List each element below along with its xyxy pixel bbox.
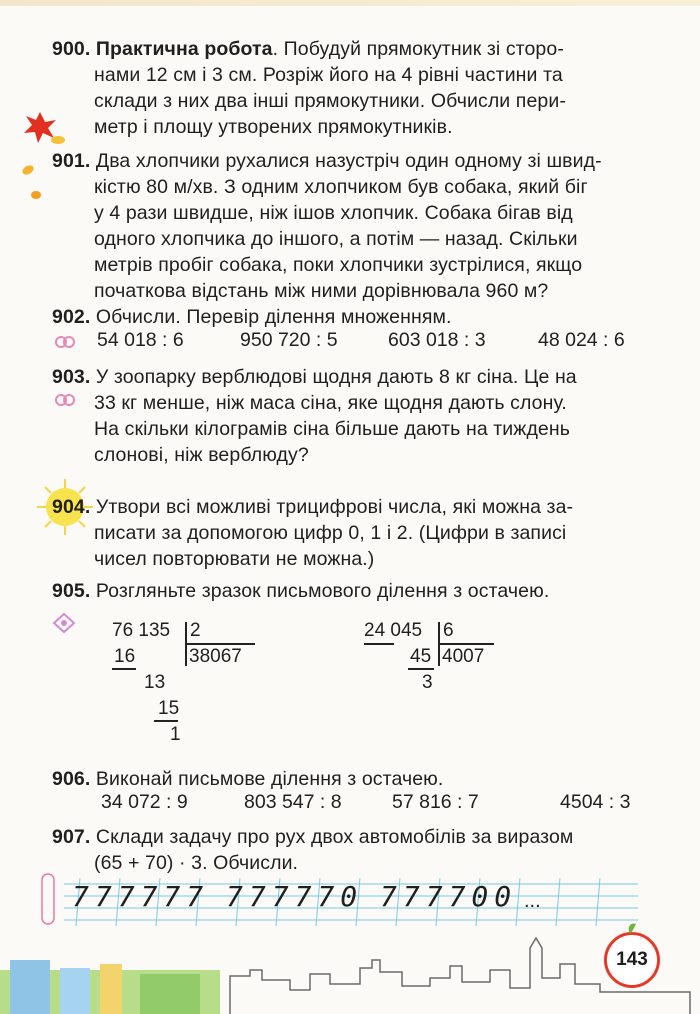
- divisor: 6: [443, 620, 454, 641]
- expression-item: 48 024 : 6: [538, 329, 625, 351]
- long-division-sample-1: [112, 620, 272, 750]
- division-step: 1: [170, 724, 181, 745]
- division-underline: [187, 643, 255, 645]
- expression-item: 4504 : 3: [560, 791, 631, 813]
- long-division-sample-2: [364, 620, 504, 700]
- division-step: 15: [158, 698, 180, 719]
- group-work-icon: [52, 612, 76, 634]
- exercise-number: 900.: [52, 38, 91, 60]
- quotient: 38067: [189, 646, 242, 667]
- handwriting-sample: 777770: [226, 880, 364, 913]
- exercise-901: [52, 148, 670, 304]
- exercise-number: 901.: [52, 150, 91, 172]
- exercise-text-line: склади з них два інші прямокутники. Обчисли пери-: [94, 90, 566, 112]
- exercise-text-line: початкова відстань між ними дорівнювала 960 м?: [94, 280, 549, 302]
- page-number: 143: [604, 932, 660, 988]
- exercise-number: 904.: [52, 496, 91, 518]
- exercise-number: 906.: [52, 768, 91, 790]
- division-step: 45: [410, 646, 432, 667]
- exercise-text-line: Два хлопчики рухалися назустріч один одному зі швид-: [95, 150, 602, 172]
- exercise-text-line: На скільки кілограмів сіна більше дають на тиждень: [94, 418, 570, 440]
- handwriting-sample: 777777: [72, 880, 210, 913]
- exercise-text-line: Склади задачу про рух двох автомобілів за виразом: [95, 826, 574, 848]
- handwriting-ellipsis: ...: [524, 890, 541, 912]
- exercise-title: Практична робота: [95, 38, 273, 60]
- division-step: 13: [144, 672, 166, 693]
- exercise-text-line: метр і площу утворених прямокутників.: [94, 116, 453, 138]
- exercise-text-line: одного хлопчика до іншого, а потім — назад. Скільки: [94, 228, 578, 250]
- quotient: 4007: [442, 646, 485, 667]
- exercise-number: 905.: [52, 580, 91, 602]
- pair-work-icon: [54, 335, 76, 349]
- expression-item: 54 018 : 6: [97, 329, 184, 351]
- division-step: 3: [422, 672, 433, 693]
- exercise-text-line: У зоопарку верблюдові щодня дають 8 кг сіна. Це на: [95, 366, 577, 388]
- expression-item: 34 072 : 9: [101, 791, 188, 813]
- exercise-text-line: кістю 80 м/хв. З одним хлопчиком був собака, який біг: [94, 176, 588, 198]
- exercise-902: [52, 304, 670, 330]
- exercise-900: [52, 36, 670, 140]
- dividend: 24 045: [364, 620, 423, 641]
- exercise-text-line: у 4 рази швидше, ніж ішов хлопчик. Собака бігав від: [94, 202, 573, 224]
- expression-item: 950 720 : 5: [240, 329, 338, 351]
- division-underline: [408, 668, 434, 670]
- exercise-text: Виконай письмове ділення з остачею.: [95, 768, 444, 790]
- division-step: 16: [114, 646, 136, 667]
- apple-leaf-icon: [620, 920, 640, 936]
- exercise-text-line: (65 + 70) · 3. Обчисли.: [94, 852, 299, 874]
- dividend: 76 135: [112, 620, 171, 641]
- exercise-number: 902.: [52, 306, 91, 328]
- division-underline: [112, 668, 136, 670]
- exercise-text-line: 33 кг менше, ніж маса сіна, яке щодня дають слону.: [94, 392, 567, 414]
- expression-item: 57 816 : 7: [392, 791, 479, 813]
- exercise-906: [52, 766, 670, 792]
- exercise-text-line: нами 12 см і 3 см. Розріж його на 4 рівні частини та: [94, 64, 563, 86]
- top-decor-strip: [0, 0, 700, 6]
- exercise-number: 907.: [52, 826, 91, 848]
- exercise-number: 903.: [52, 366, 91, 388]
- exercise-907: [52, 824, 670, 876]
- division-underline: [440, 643, 494, 645]
- exercise-text-line: Утвори всі можливі трицифрові числа, які можна за-: [95, 496, 574, 518]
- exercise-text-line: писати за допомогою цифр 0, 1 і 2. (Цифри в записі: [94, 522, 567, 544]
- exercise-text-line: слонові, ніж верблюду?: [94, 444, 309, 466]
- exercise-text-line: чисел повторювати не можна.): [94, 548, 375, 570]
- expression-item: 603 018 : 3: [388, 329, 486, 351]
- exercise-text: Розгляньте зразок письмового ділення з остачею.: [95, 580, 550, 602]
- exercise-text-line: . Побудуй прямокутник зі сторо-: [272, 38, 564, 60]
- divisor: 2: [190, 620, 201, 641]
- exercise-text: Обчисли. Перевір ділення множенням.: [95, 306, 452, 328]
- pair-work-icon: [54, 393, 76, 407]
- expression-item: 803 547 : 8: [244, 791, 342, 813]
- handwriting-sample: 777700: [380, 880, 518, 913]
- division-underline: [154, 720, 178, 722]
- city-skyline-illustration: [0, 930, 700, 1014]
- division-underline: [364, 643, 394, 645]
- exercise-903: [52, 364, 670, 468]
- exercise-904: [52, 494, 670, 572]
- exercise-text-line: метрів пробіг собака, поки хлопчики зустрілися, якщо: [94, 254, 583, 276]
- exercise-905: [52, 578, 670, 604]
